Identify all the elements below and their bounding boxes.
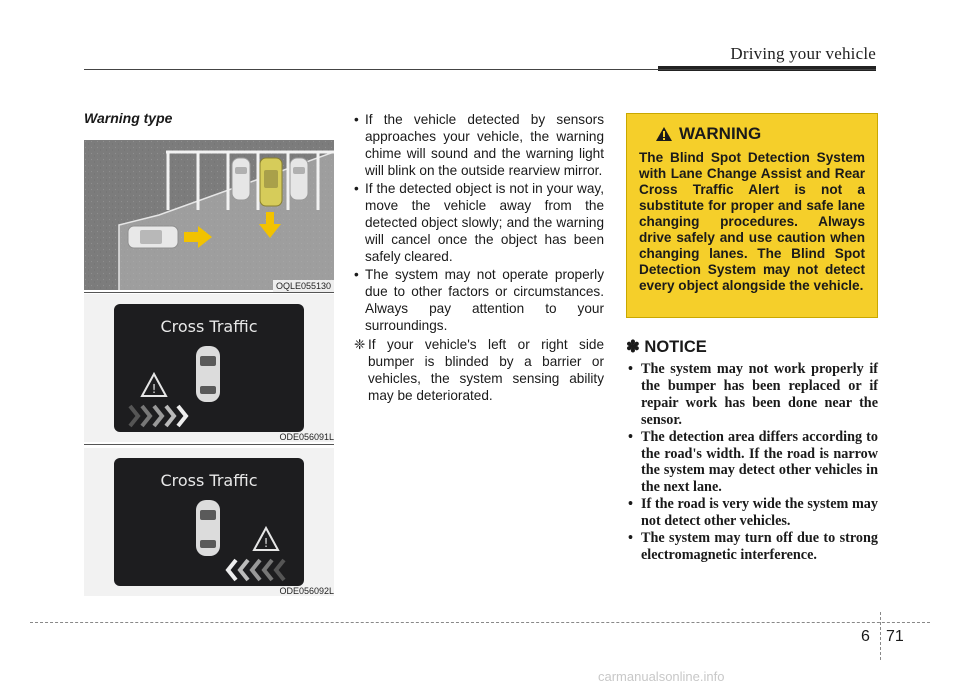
cluster-screen-right (84, 448, 334, 596)
cluster-screen-left (84, 294, 334, 442)
image-caption: OQLE055130 (273, 280, 334, 292)
chapter-number: 6 (861, 628, 870, 645)
section-title: Driving your vehicle (730, 44, 876, 63)
notice-item: • The system may turn off due to strong electromagnetic interference. (628, 530, 878, 563)
screen-title: Cross Traffic (160, 317, 258, 336)
header-rule (84, 69, 876, 70)
warning-title: WARNING (639, 124, 865, 144)
notice-list (626, 361, 878, 564)
warning-type-heading: Warning type (84, 110, 173, 126)
parking-illustration (84, 140, 334, 290)
bullet-item: • The system may not operate properly due to other factors or circumstances. Always pay attention to your surroundings. (354, 267, 604, 333)
parking-lot-drawing (84, 140, 334, 290)
footer-rule (30, 622, 930, 623)
screen-title: Cross Traffic (160, 471, 258, 490)
warning-box (626, 113, 878, 318)
notice-item: • If the road is very wide the system may not detect other vehicles. (628, 496, 878, 530)
notice-title: ✽ NOTICE (626, 338, 707, 356)
note-paragraph: ❈ If your vehicle's left or right side bumper is blinded by a barrier or vehicles, the system sensing ability may be deteriorated. (354, 337, 604, 403)
watermark: carmanualsonline.info (598, 669, 725, 684)
svg-text:!: ! (263, 536, 269, 550)
warning-text: The Blind Spot Detection System with Lane Change Assist and Rear Cross Traffic Alert is not a substitute for proper and safe lane changing procedures. Always drive safely and use caution when changing lanes. The Blind Spot Detection System may not detect every object alongside the vehicle. (639, 150, 865, 293)
image-rule (84, 444, 334, 445)
image-caption: ODE056091L (279, 432, 334, 442)
image-caption: ODE056092L (279, 586, 334, 596)
footer-separator (880, 612, 881, 660)
operation-text (354, 111, 604, 404)
notice-item: • The system may not work properly if the bumper has been replaced or if repair work has been done near the sensor. (628, 361, 878, 428)
notice-item: • The detection area differs according to the road's width. If the road is narrow the system may detect other vehicles in the next lane. (628, 428, 878, 496)
warning-triangle-icon (655, 126, 673, 142)
image-rule (84, 292, 334, 293)
svg-text:!: ! (151, 382, 157, 396)
page-number: 71 (886, 628, 904, 645)
bullet-item: • If the vehicle detected by sensors approaches your vehicle, the warning chime will sound and the warning light will blink on the outside rearview mirror. (354, 112, 604, 178)
bullet-item: • If the detected object is not in your way, move the vehicle away from the detected object slowly; and the warning will cancel once the object has been safely cleared. (354, 181, 604, 264)
